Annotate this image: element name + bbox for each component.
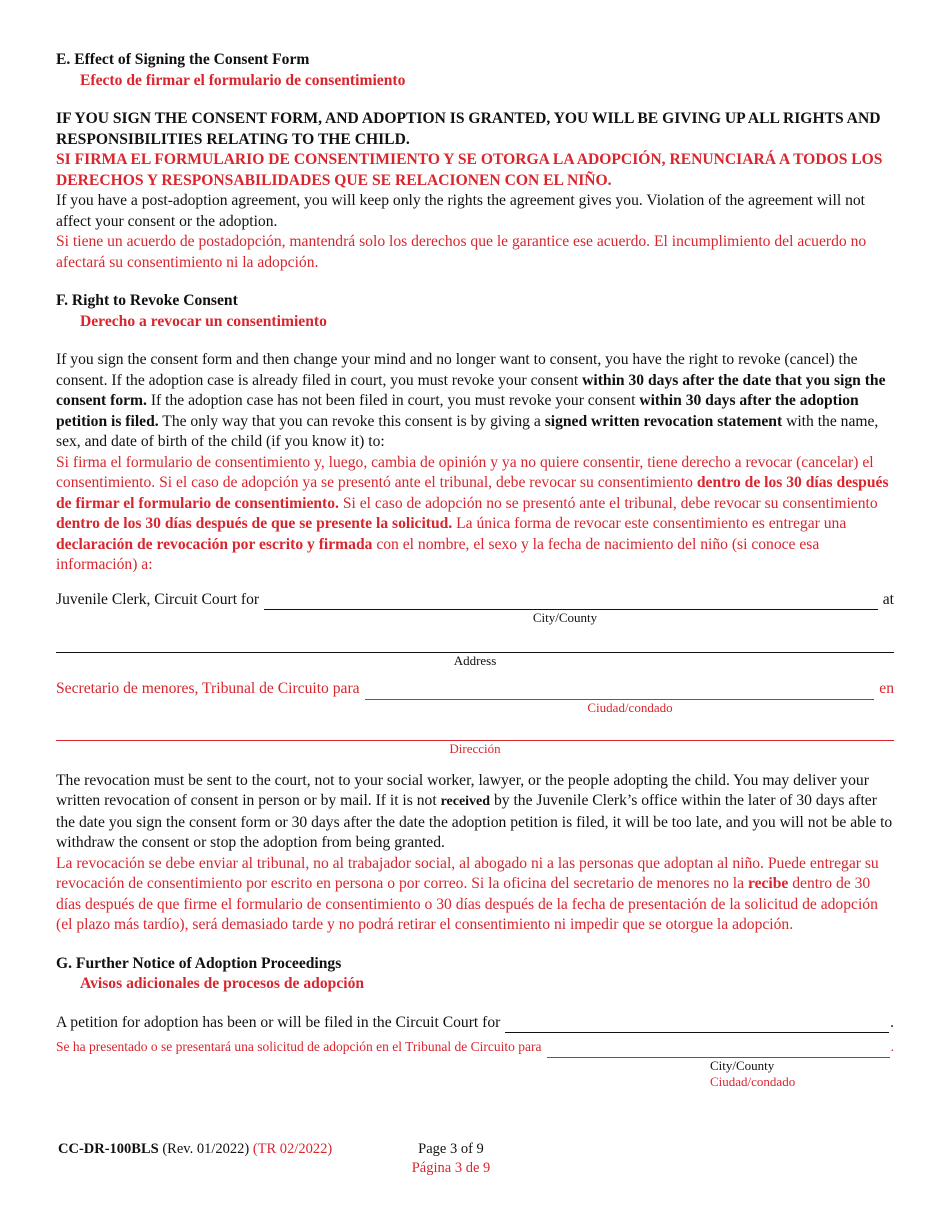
section-e-warning: IF YOU SIGN THE CONSENT FORM, AND ADOPTION IS GRANTED, YOU WILL BE GIVING UP ALL RIGHTS AND RESPONSIBILITIES RELATING TO THE CHILD. xyxy=(56,110,881,148)
section-f-paragraph-1-es: Si firma el formulario de consentimiento y, luego, cambia de opinión y ya no quiere consentir, tiene derecho a revocar (cancelar) el consentimiento. Si el caso de adopción ya se presentó ante el tribunal, debe revocar su consentimiento dentro de los 30 días después de firmar el formulario de consentimiento. Si el caso de adopción no se presentó ante el tribunal, debe revocar su consentimiento dentro de los 30 días después de que se presente la solicitud. La única forma de revocar este consentimiento es entregar una declaración de revocación por escrito y firmada con el nombre, el sexo y la fecha de nacimiento del niño (si conoce esa información) a: xyxy=(56,453,889,573)
section-e-warning-es: SI FIRMA EL FORMULARIO DE CONSENTIMIENTO Y SE OTORGA LA ADOPCIÓN, RENUNCIARÁ A TODOS LOS DERECHOS Y RESPONSABILIDADES QUE SE RELACIONEN CON EL NIÑO. xyxy=(56,151,883,189)
petition-city-field[interactable] xyxy=(505,1016,889,1033)
clerk-label: Juvenile Clerk, Circuit Court for xyxy=(56,590,260,608)
petition-city-field-es[interactable] xyxy=(547,1041,890,1058)
clerk-city-row-es xyxy=(56,679,894,700)
clerk-label-es: Secretario de menores, Tribunal de Circuito para xyxy=(56,680,360,697)
section-e-body: If you have a post-adoption agreement, you will keep only the rights the agreement gives you. Violation of the agreement will not affect your consent or the adoption. xyxy=(56,192,866,230)
address-field[interactable] xyxy=(56,632,894,653)
clerk-city-row xyxy=(56,590,894,611)
petition-city-caption-es: Ciudad/condado xyxy=(710,1073,796,1089)
section-f-title-es: Derecho a revocar un consentimiento xyxy=(80,312,327,330)
section-e-title-es: Efecto de firmar el formulario de consentimiento xyxy=(80,71,406,89)
clerk-city-field[interactable] xyxy=(264,593,878,610)
page-number: Page 3 of 9 xyxy=(418,1141,484,1157)
section-e-title: E. Effect of Signing the Consent Form xyxy=(56,51,310,68)
address-caption: Address xyxy=(453,653,497,668)
clerk-city-field-es[interactable] xyxy=(365,683,875,700)
section-e-body-es: Si tiene un acuerdo de postadopción, mantendrá solo los derechos que le garantice ese acuerdo. El incumplimiento del acuerdo no afectará su consentimiento ni la adopción. xyxy=(56,233,867,271)
section-f-title: F. Right to Revoke Consent xyxy=(56,292,238,309)
city-caption-es: Ciudad/condado xyxy=(587,699,673,715)
section-g-title: G. Further Notice of Adoption Proceedings xyxy=(56,954,342,972)
petition-row-es xyxy=(56,1037,894,1058)
form-rev: (Rev. 01/2022) xyxy=(158,1141,253,1157)
document-page xyxy=(56,50,894,1090)
form-id-block xyxy=(58,1140,332,1159)
page-number-es: Página 3 de 9 xyxy=(411,1160,491,1176)
petition-row xyxy=(56,1013,894,1034)
form-id: CC-DR-100BLS xyxy=(58,1141,159,1157)
section-g-title-es: Avisos adicionales de procesos de adopción xyxy=(80,975,365,992)
address-field-es[interactable] xyxy=(56,720,894,741)
form-tr: (TR 02/2022) xyxy=(252,1141,333,1157)
en-label: en xyxy=(879,680,894,697)
petition-period-es: . xyxy=(890,1039,894,1054)
page-number-block xyxy=(376,1140,526,1178)
section-f-paragraph-1: If you sign the consent form and then change your mind and no longer want to consent, you have the right to revoke (cancel) the consent. If the adoption case is already filed in court, you must revoke your consent within 30 days after the date that you sign the consent form. If the adoption case has not been filed in court, you must revoke your consent within 30 days after the adoption petition is filed. The only way that you can revoke this consent is by giving a signed written revocation statement with the name, sex, and date of birth of the child (if you know it) to: xyxy=(56,351,886,450)
petition-city-caption: City/County xyxy=(710,1057,775,1073)
petition-label-es: Se ha presentado o se presentará una solicitud de adopción en el Tribunal de Circuito para xyxy=(56,1039,542,1054)
petition-period: . xyxy=(890,1013,894,1031)
address-caption-es: Dirección xyxy=(449,740,501,756)
section-f-paragraph-2-es: La revocación se debe enviar al tribunal, no al trabajador social, al abogado ni a las personas que adoptan al niño. Puede entregar su revocación de consentimiento por escrito en persona o por correo. Si la oficina del secretario de menores no la recibe dentro de 30 días después de que firme el formulario de consentimiento o 30 días después de la fecha de presentación de la solicitud de adopción (el plazo más tardío), será demasiado tarde y no podrá retirar el consentimiento ni impedir que se otorgue la adopción. xyxy=(56,854,879,933)
section-f-paragraph-2: The revocation must be sent to the court, not to your social worker, lawyer, or the people adopting the child. You may deliver your written revocation of consent in person or by mail. If it is not received by the Juvenile Clerk’s office within the later of 30 days after the date you sign the consent form or 30 days after the date the adoption petition is filed, it will be too late, and you will not be able to withdraw the consent or stop the adoption from being granted. xyxy=(56,771,893,851)
city-caption: City/County xyxy=(532,610,598,625)
petition-captions xyxy=(56,1058,894,1090)
petition-label: A petition for adoption has been or will be filed in the Circuit Court for xyxy=(56,1013,501,1031)
at-label: at xyxy=(882,590,894,608)
